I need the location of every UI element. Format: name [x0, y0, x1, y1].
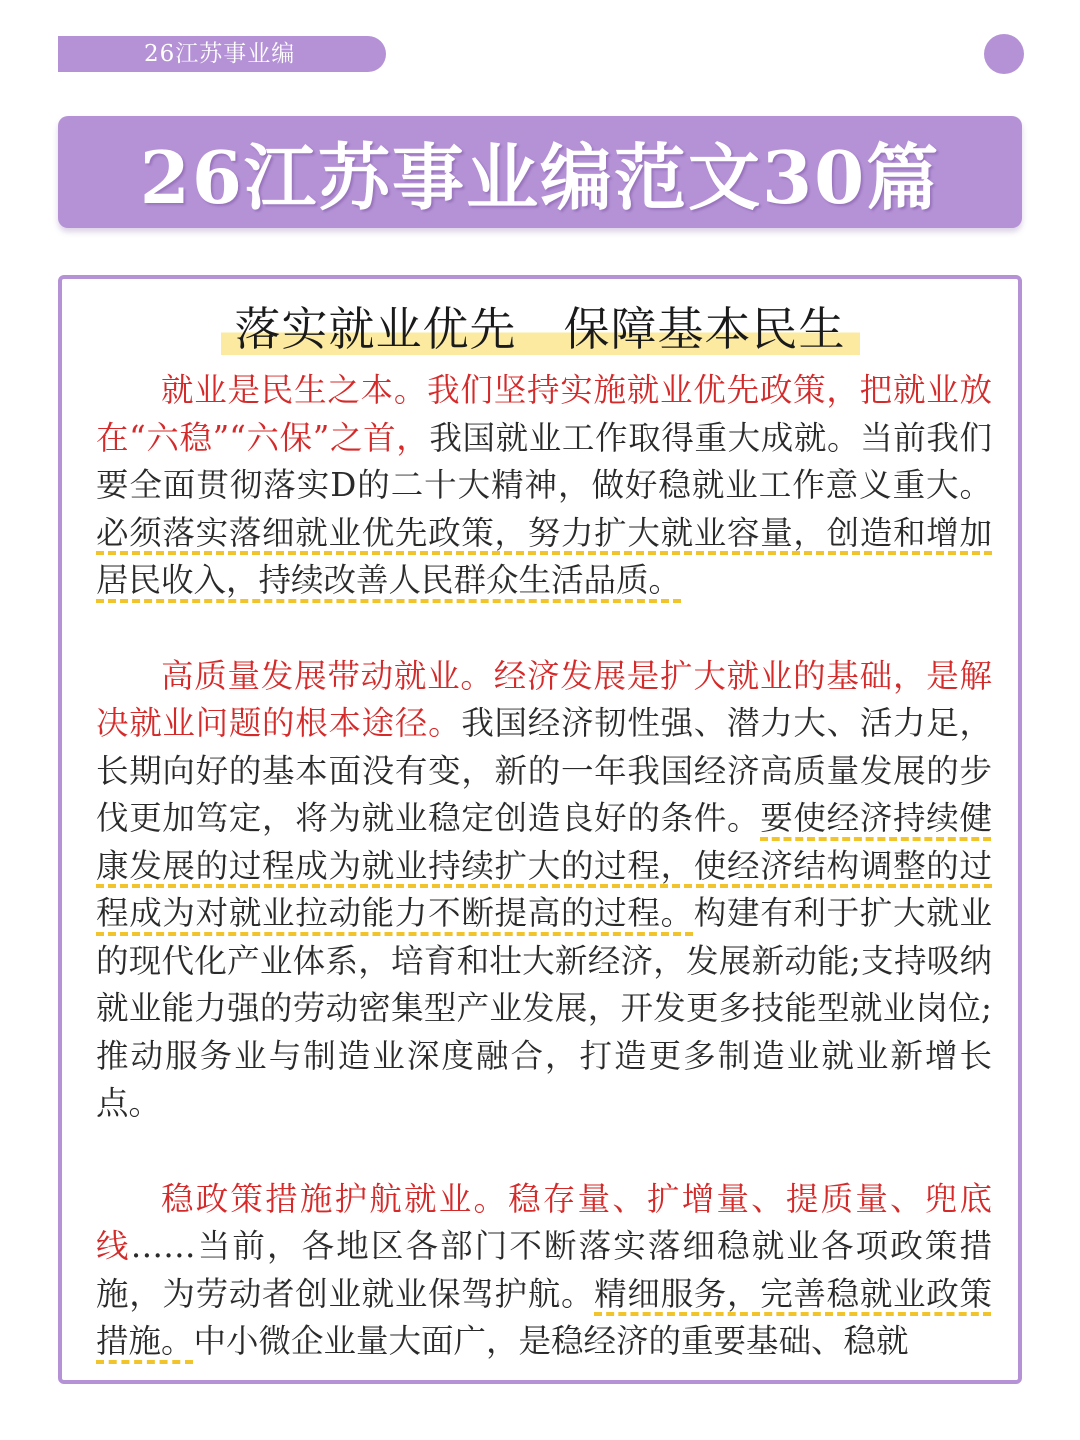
- page-title: 26江苏事业编范文30篇: [139, 135, 941, 220]
- paragraph-2: [96, 653, 992, 1128]
- header-tab-label: 26江苏事业编: [144, 41, 296, 67]
- paragraph-1-underlined: 必须落实落细就业优先政策，努力扩大就业容量，创造和增加居民收入，持续改善人民群众生活品质。: [96, 513, 992, 599]
- article-heading-wrap: [62, 293, 1018, 359]
- article-card: [58, 275, 1022, 1384]
- paragraph-3-text-after: 中小微企业量大面广，是稳经济的重要基础、稳就: [193, 1322, 909, 1360]
- header-tab: [58, 36, 386, 72]
- decorative-dot: [984, 34, 1024, 74]
- paragraph-3: [96, 1176, 992, 1366]
- paragraph-1-key-sentence: 就业是民生之本。我们坚持实施就业优先政策，把就业放在“六稳”“六保”之首，: [96, 371, 992, 457]
- paragraph-2-text: 我国经济韧性强、潜力大、活力足，长期向好的基本面没有变，新的一年我国经济高质量发展的步伐更加笃定，将为就业稳定创造良好的条件。: [96, 704, 992, 837]
- paragraph-3-text: ……当前，各地区各部门不断落实落细稳就业各项政策措施，为劳动者创业就业保驾护航。: [96, 1227, 992, 1313]
- paragraph-2-text-after: 构建有利于扩大就业的现代化产业体系，培育和壮大新经济，发展新动能;支持吸纳就业能力强的劳动密集型产业发展，开发更多技能型就业岗位;推动服务业与制造业深度融合，打造更多制造业就业新增长点。: [96, 894, 992, 1122]
- paragraph-2-underlined: 要使经济持续健康发展的过程成为就业持续扩大的过程，使经济结构调整的过程成为对就业拉动能力不断提高的过程。: [96, 799, 992, 932]
- paragraph-3-underlined: 精细服务，完善稳就业政策措施。: [96, 1274, 992, 1360]
- paragraph-3-key-sentence: 稳政策措施护航就业。稳存量、扩增量、提质量、兜底线: [96, 1179, 992, 1265]
- article-body: [96, 367, 992, 1384]
- title-banner: [58, 116, 1022, 228]
- paragraph-1-text: 我国就业工作取得重大成就。当前我们要全面贯彻落实D的二十大精神，做好稳就业工作意义重大。: [96, 418, 992, 504]
- paragraph-1: [96, 367, 992, 605]
- article-heading: 落实就业优先 保障基本民生: [221, 293, 860, 359]
- paragraph-2-key-sentence: 高质量发展带动就业。经济发展是扩大就业的基础，是解决就业问题的根本途径。: [96, 656, 992, 742]
